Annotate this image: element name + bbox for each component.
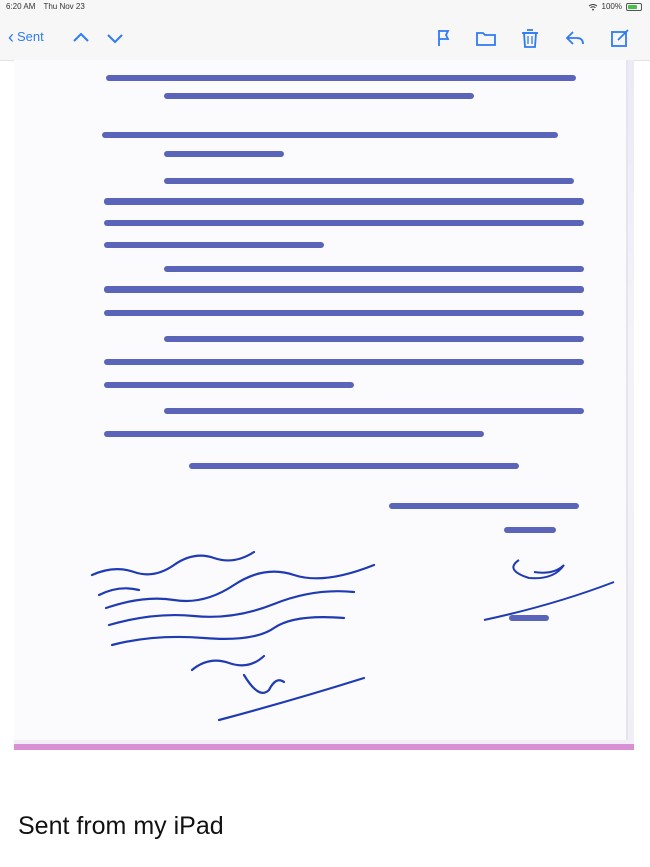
mail-toolbar (0, 14, 650, 61)
battery-icon (626, 3, 642, 11)
folder-icon[interactable] (474, 26, 498, 50)
previous-message-button[interactable] (70, 27, 92, 49)
status-time: 6:20 AM (6, 2, 36, 11)
typed-letter-text (14, 60, 626, 740)
status-date: Thu Nov 23 (43, 2, 85, 11)
battery-percent: 100% (601, 2, 622, 11)
status-bar (0, 0, 650, 14)
next-message-button[interactable] (104, 27, 126, 49)
attached-document-photo[interactable] (14, 60, 634, 750)
trash-icon[interactable] (518, 26, 542, 50)
flag-icon[interactable] (432, 26, 456, 50)
desk-surface (14, 744, 634, 750)
compose-icon[interactable] (608, 26, 632, 50)
back-label: Sent (17, 29, 44, 44)
back-to-sent-button[interactable] (8, 26, 44, 47)
email-signature: Sent from my iPad (18, 812, 224, 840)
wifi-icon (588, 3, 598, 11)
reply-icon[interactable] (563, 26, 587, 50)
chevron-left-icon: ‹ (8, 26, 14, 47)
document-paper (14, 60, 628, 740)
